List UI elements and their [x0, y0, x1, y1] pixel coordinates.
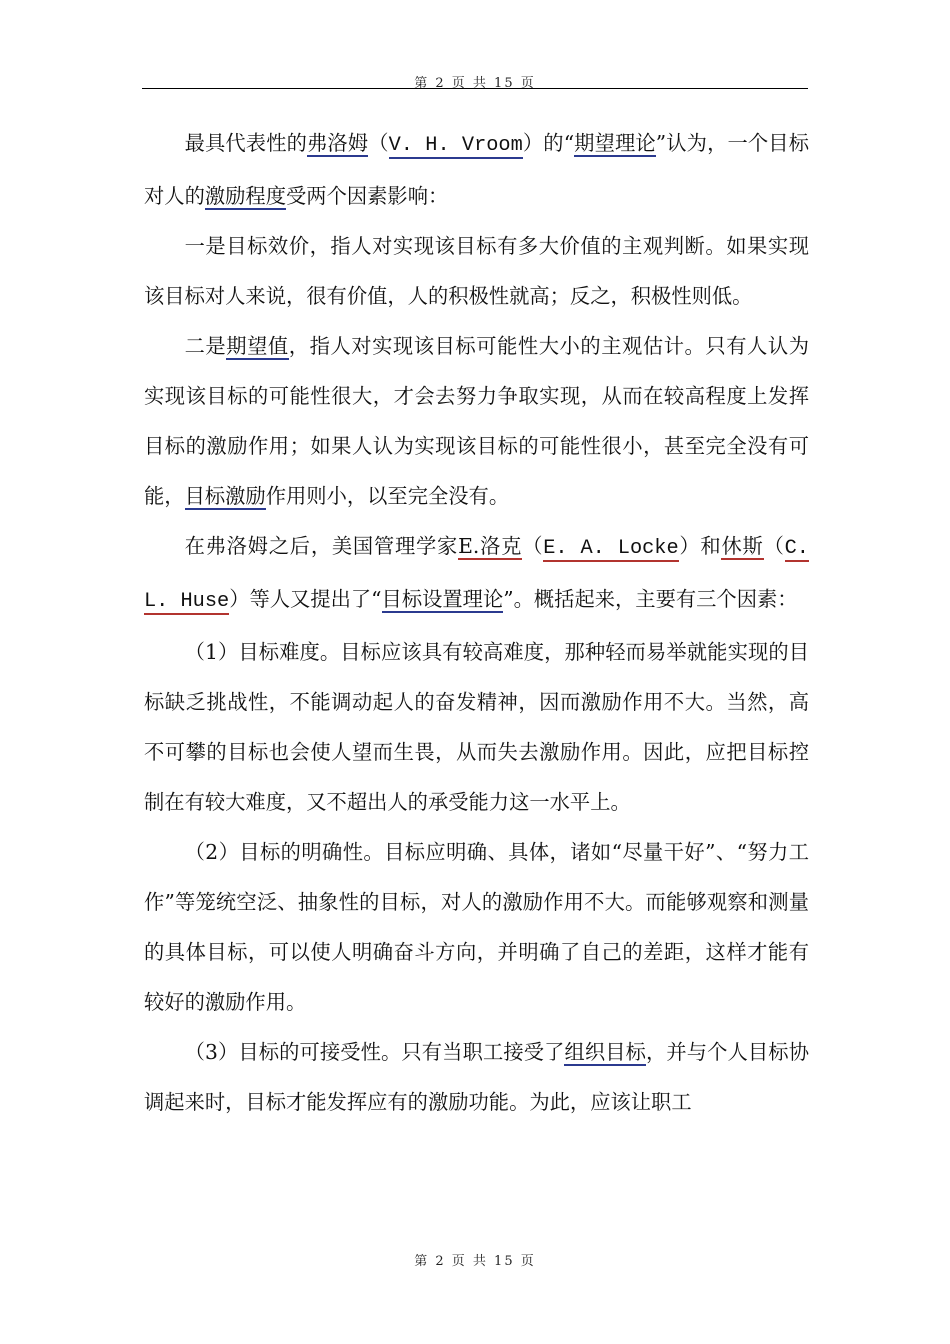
text-run: ”。概括起来，主要有三个因素：	[503, 587, 798, 611]
link-goal-motivation[interactable]: 目标激励	[184, 484, 266, 508]
document-body	[144, 118, 809, 1127]
page-header: 第 2 页 共 15 页	[414, 76, 536, 91]
text-run: 受两个因素影响：	[286, 184, 449, 208]
text-run: （3）目标的可接受性。只有当职工接受了	[184, 1040, 565, 1064]
text-run: 作用则小，以至完全没有。	[265, 484, 510, 508]
text-run: ，并与个人目标协调起来时，目标才能发挥应有的激励功能。为此，应该让职工	[144, 1040, 809, 1114]
link-locke-english[interactable]: E. A. Locke	[543, 537, 679, 560]
link-goal-setting-theory[interactable]: 目标设置理论	[381, 587, 504, 611]
text-run: 最具代表性的	[184, 131, 308, 155]
text-run: （	[763, 534, 785, 558]
paragraph-goal-acceptance	[144, 1027, 809, 1127]
link-motivation-level[interactable]: 激励程度	[204, 184, 286, 208]
text-run: ）等人又提出了“	[229, 587, 382, 611]
text-run: 在弗洛姆之后，美国管理学家	[184, 534, 459, 558]
header-divider	[142, 88, 808, 89]
paragraph-vroom	[144, 118, 809, 221]
text-run: 二是	[184, 334, 227, 358]
text-run: ）和	[678, 534, 722, 558]
link-expectancy-value[interactable]: 期望值	[226, 334, 289, 358]
link-vroom-english[interactable]: V. H. Vroom	[388, 134, 523, 157]
link-organization-goal[interactable]: 组织目标	[564, 1040, 647, 1064]
text-run: （	[522, 534, 544, 558]
link-huse[interactable]: 休斯	[721, 534, 764, 558]
paragraph-valence: 一是目标效价，指人对实现该目标有多大价值的主观判断。如果实现该目标对人来说，很有价值，人的积极性就高；反之，积极性则低。	[144, 234, 809, 308]
paragraph-goal-difficulty: （1）目标难度。目标应该具有较高难度，那种轻而易举就能实现的目标缺乏挑战性，不能调动起人的奋发精神，因而激励作用不大。当然，高不可攀的目标也会使人望而生畏，从而失去激励作用。因此，应把目标控制在有较大难度，又不超出人的承受能力这一水平上。	[144, 640, 809, 814]
page-footer: 第 2 页 共 15 页	[414, 1254, 536, 1269]
paragraph-goal-clarity: （2）目标的明确性。目标应明确、具体，诸如“尽量干好”、“努力工作”等笼统空泛、抽象性的目标，对人的激励作用不大。而能够观察和测量的具体目标，可以使人明确奋斗方向，并明确了自己的差距，这样才能有较好的激励作用。	[144, 840, 809, 1014]
link-vroom[interactable]: 弗洛姆	[307, 131, 369, 155]
paragraph-goal-setting	[144, 521, 809, 627]
text-run: ，指人对实现该目标可能性大小的主观估计。只有人认为实现该目标的可能性很大，才会去努力争取实现，从而在较高程度上发挥目标的激励作用；如果人认为实现该目标的可能性很小，甚至完全没有可能，	[144, 334, 809, 508]
link-expectancy-theory[interactable]: 期望理论	[574, 131, 656, 155]
text-run: ”认为，一个目标对人的	[144, 131, 809, 208]
link-huse-english[interactable]: C. L. Huse	[144, 537, 809, 613]
link-locke[interactable]: E.洛克	[458, 534, 523, 558]
text-run: （	[368, 131, 389, 155]
paragraph-expectancy	[144, 321, 809, 521]
text-run: ）的“	[522, 131, 575, 155]
